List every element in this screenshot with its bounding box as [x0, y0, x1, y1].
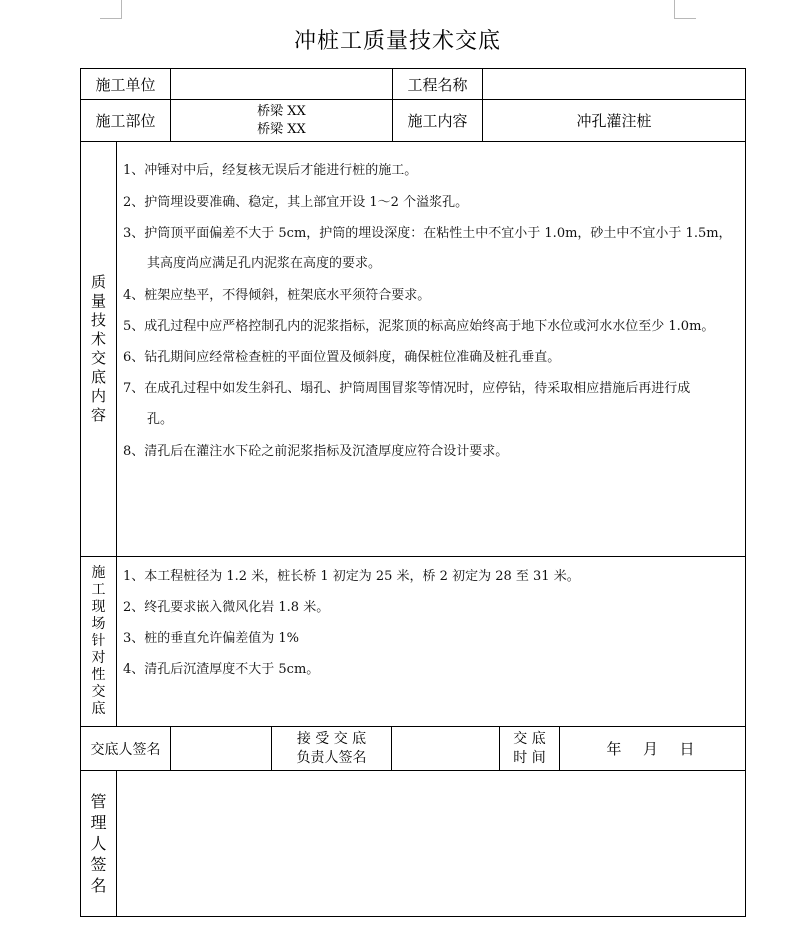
label-char: 底	[90, 368, 106, 386]
crop-mark-left-horizontal	[100, 18, 122, 19]
quality-item: 6、钻孔期间应经常检查桩的平面位置及倾斜度，确保桩位准确及桩孔垂直。	[123, 350, 561, 365]
label-char: 施	[91, 565, 106, 581]
quality-item-continued: 其高度尚应满足孔内泥浆在高度的要求。	[147, 256, 382, 271]
receiver-label-line: 接 受 交 底	[296, 730, 367, 747]
unit-value	[171, 69, 392, 99]
label-char: 对	[91, 650, 106, 666]
label-char: 签	[90, 855, 107, 874]
handover-date-field[interactable]: 年 月 日	[606, 740, 699, 758]
quality-item: 7、在成孔过程中如发生斜孔、塌孔、护筒周围冒浆等情况时，应停钻，待采取相应措施后再进行成	[123, 381, 691, 396]
label-char: 性	[91, 667, 106, 683]
content-label: 施工内容	[407, 112, 468, 130]
crop-mark-right-horizontal	[674, 18, 696, 19]
site-section-label	[81, 557, 116, 726]
quality-item: 3、护筒顶平面偏差不大于 5cm，护筒的埋设深度：在粘性土中不宜小于 1.0m，砂土中不宜小于 1.5m，	[123, 226, 732, 241]
handover-date-label	[500, 727, 559, 770]
label-char: 交	[91, 684, 106, 700]
label-char: 技	[90, 311, 106, 329]
quality-item: 2、护筒埋设要准确、稳定，其上部宜开设 1～2 个溢浆孔。	[123, 195, 469, 210]
unit-label: 施工单位	[95, 75, 156, 94]
quality-item: 1、冲锤对中后，经复核无误后才能进行桩的施工。	[123, 163, 418, 178]
label-char: 质	[90, 273, 106, 291]
quality-content	[123, 142, 743, 556]
manager-signature-field[interactable]	[117, 771, 745, 916]
receiver-signer-label	[272, 727, 391, 770]
label-char: 人	[90, 834, 107, 853]
crop-mark-left-vertical	[121, 0, 122, 18]
crop-mark-right-vertical	[674, 0, 675, 18]
table-border-right	[745, 68, 746, 917]
site-content	[123, 557, 743, 726]
label-char: 内	[90, 387, 106, 405]
site-item: 3、桩的垂直允许偏差值为 1%	[123, 631, 300, 646]
quality-item: 8、清孔后在灌注水下砼之前泥浆指标及沉渣厚度应符合设计要求。	[123, 444, 509, 459]
manager-signature-label	[81, 771, 116, 916]
quality-item-continued: 孔。	[147, 412, 174, 427]
receiver-signature-field[interactable]	[392, 727, 499, 770]
receiver-label-line: 负责人签名	[296, 749, 367, 766]
handover-signature-field[interactable]	[171, 727, 271, 770]
label-char: 名	[90, 876, 107, 895]
label-char: 针	[91, 633, 106, 649]
label-char: 术	[90, 330, 106, 348]
part-label: 施工部位	[95, 112, 156, 130]
label-char: 管	[90, 792, 107, 811]
quality-item: 5、成孔过程中应严格控制孔内的泥浆指标，泥浆顶的标高应始终高于地下水位或河水水位至少 1.0m。	[123, 319, 715, 334]
label-char: 量	[90, 292, 106, 310]
label-char: 场	[91, 616, 106, 632]
site-item: 2、终孔要求嵌入微风化岩 1.8 米。	[123, 600, 330, 615]
part-value	[171, 100, 392, 141]
handover-signer-label: 交底人签名	[90, 741, 161, 758]
part-value-line: 桥梁 XX	[257, 103, 306, 119]
project-label: 工程名称	[407, 75, 468, 94]
label-char: 容	[90, 406, 106, 424]
label-char: 交	[90, 349, 106, 367]
label-char: 底	[91, 701, 106, 717]
label-char: 理	[90, 813, 107, 832]
column-divider	[116, 141, 117, 727]
site-item: 4、清孔后沉渣厚度不大于 5cm。	[123, 662, 320, 677]
label-char: 工	[91, 582, 106, 598]
date-label-line: 时 间	[513, 749, 546, 766]
content-value: 冲孔灌注桩	[576, 112, 652, 130]
date-label-line: 交 底	[513, 730, 546, 747]
site-item: 1、本工程桩径为 1.2 米，桩长桥 1 初定为 25 米，桥 2 初定为 28 至 31 米。	[123, 569, 580, 584]
table-border-bottom	[80, 916, 746, 917]
quality-section-label	[81, 142, 116, 556]
quality-item: 4、桩架应垫平，不得倾斜，桩架底水平须符合要求。	[123, 288, 431, 303]
label-char: 现	[91, 599, 106, 615]
part-value-line: 桥梁 XX	[257, 121, 306, 137]
project-value	[483, 69, 745, 99]
document-title: 冲桩工质量技术交底	[293, 29, 501, 54]
